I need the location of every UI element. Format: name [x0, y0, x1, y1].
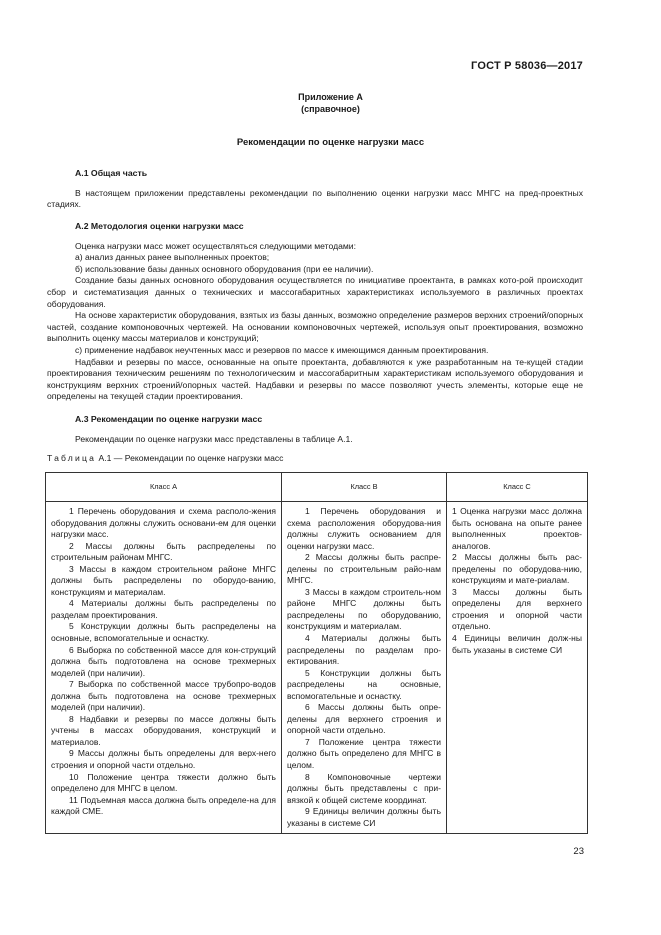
- section-a2-list-item: б) использование базы данных основного оборудования (при ее наличии).: [75, 263, 374, 274]
- table-caption-label: Таблица: [47, 453, 97, 463]
- appendix-type: (справочное): [301, 104, 360, 114]
- class-a-item: 1 Перечень оборудования и схема располо-жения оборудования должны служить основани-ем для оценки нагрузки масс.: [51, 506, 276, 540]
- class-a-item: 10 Положение центра тяжести должно быть определено для МНГС в целом.: [51, 771, 276, 794]
- class-b-item: 2 Массы должны быть распре-делены по строительным райо-нам МНГС.: [287, 552, 441, 586]
- section-a2-list-item: с) применение надбавок неучтенных масс и резервов по массе к имеющимся данным проектирования.: [75, 344, 489, 355]
- section-a3: [47, 414, 583, 445]
- section-a2-paragraph: Оценка нагрузки масс может осуществляться следующими методами:: [75, 240, 356, 251]
- class-b-item: 5 Конструкции должны быть распределены на основные, вспомогательные и оснастку.: [287, 667, 441, 701]
- class-b-item: 8 Компоновочные чертежи должны быть представлены с при-вязкой к общей системе координат.: [287, 771, 441, 805]
- table-row: [46, 502, 588, 834]
- table-caption: [47, 453, 283, 465]
- section-a3-heading: А.3 Рекомендации по оценке нагрузки масс: [75, 414, 263, 424]
- header-class-c: Класс С: [447, 473, 588, 502]
- page-number: 23: [573, 846, 584, 857]
- class-a-item: 2 Массы должны быть распределены по строительным районам МНГС.: [51, 540, 276, 563]
- class-a-item: 9 Массы должны быть определены для верх-него строения и опорной части отдельно.: [51, 748, 276, 771]
- class-b-cell: [282, 502, 447, 834]
- section-a2-paragraph: На основе характеристик оборудования, взятых из базы данных, возможно определение размеров верхних строений/опорных частей, создание компоновочных чертежей. На основании компоновочных чертежей, используя опыт проектирования, возможно выполнить оценку массы материалов и конструкций;: [47, 310, 583, 344]
- class-b-item: 7 Положение центра тяжести должно быть определено для МНГС в целом.: [287, 736, 441, 771]
- class-b-item: 6 Массы должны быть опре-делены для верхнего строения и опорной части отдельно.: [287, 702, 441, 736]
- recommendations-table: [45, 472, 588, 834]
- class-c-item: 4 Единицы величин долж-ны быть указаны в системе СИ: [452, 633, 582, 655]
- header-class-b: Класс В: [282, 473, 447, 502]
- class-a-item: 6 Выборка по собственной массе для кон-струкций должна быть подготовлена на основе трехмерных моделей (при наличии).: [51, 644, 276, 678]
- section-a1-paragraph: В настоящем приложении представлены рекомендации по выполнению оценки нагрузки масс МНГС на пред-проектных стадиях.: [47, 187, 583, 210]
- appendix-title: [0, 91, 661, 115]
- class-c-item: 1 Оценка нагрузки масс должна быть основана на опыте ранее выполненных проектов-аналогов.: [452, 506, 582, 551]
- section-a2-paragraph: Надбавки и резервы по массе, основанные на опыте проектанта, добавляются к уже разработанным на те-кущей стадии проектирования техническим решениям по технологическим и массогабаритным характеристикам используемого оборудования и конструкциям верхних строений/опорных частей. Надбавки и резервы по массе позволяют учесть элементы, которые еще не определены на текущей стадии проектирования.: [47, 356, 583, 402]
- class-b-item: 4 Материалы должны быть распределены по разделам про-ектирования.: [287, 633, 441, 667]
- section-a1: [47, 168, 583, 211]
- class-c-cell: [447, 502, 588, 834]
- class-a-cell: [46, 502, 282, 834]
- class-a-item: 5 Конструкции должны быть распределены на основные, вспомогательные и оснастку.: [51, 621, 276, 644]
- class-b-item: 9 Единицы величин должны быть указаны в системе СИ: [287, 806, 441, 828]
- section-a2-paragraph: Создание базы данных основного оборудования осуществляется по инициативе проектанта, в рамках кото-рой происходит сбор и систематизация данных о технических и массогабаритных характеристиках используемого в различных проектах оборудования.: [47, 275, 583, 309]
- section-a1-heading: А.1 Общая часть: [75, 168, 148, 178]
- class-b-item: 3 Массы в каждом строитель-ном районе МНГС должны быть распределены по оборудованию, конструкциям и материалам.: [287, 586, 441, 632]
- class-a-item: 8 Надбавки и резервы по массе должны быть учтены в массах оборудования, конструкций и материалов.: [51, 713, 276, 747]
- section-a2: [47, 221, 583, 403]
- section-a2-heading: А.2 Методология оценки нагрузки масс: [75, 221, 244, 231]
- section-a3-paragraph: Рекомендации по оценке нагрузки масс представлены в таблице А.1.: [75, 433, 353, 444]
- class-b-item: 1 Перечень оборудования и схема расположения оборудова-ния должны служить основанием для оценки нагрузки масс.: [287, 506, 441, 551]
- section-a2-list-item: а) анализ данных ранее выполненных проектов;: [75, 252, 270, 263]
- header-class-a: Класс А: [46, 473, 282, 502]
- class-a-item: 3 Массы в каждом строительном районе МНГС должны быть распределены по оборудо-ванию, конструкциям и материалам.: [51, 563, 276, 597]
- table-header-row: [46, 473, 588, 502]
- document-code: ГОСТ Р 58036—2017: [471, 60, 583, 72]
- appendix-heading: Рекомендации по оценке нагрузки масс: [236, 137, 425, 148]
- class-c-item: 2 Массы должны быть рас-пределены по оборудова-нию, конструкциям и мате-риалам.: [452, 552, 582, 586]
- class-a-item: 11 Подъемная масса должна быть определе-на для каждой СМЕ.: [51, 794, 276, 817]
- class-c-item: 3 Массы должны быть определены для верхнего строения и опорной части отдельно.: [452, 586, 582, 632]
- class-a-item: 4 Материалы должны быть распределены по разделам проектирования.: [51, 598, 276, 620]
- appendix-label: Приложение А: [298, 92, 363, 102]
- table-caption-text: А.1 — Рекомендации по оценке нагрузки масс: [96, 453, 284, 463]
- class-a-item: 7 Выборка по собственной массе трубопро-водов должна быть подготовлена на основе трехмерных моделей (при наличии).: [51, 679, 276, 713]
